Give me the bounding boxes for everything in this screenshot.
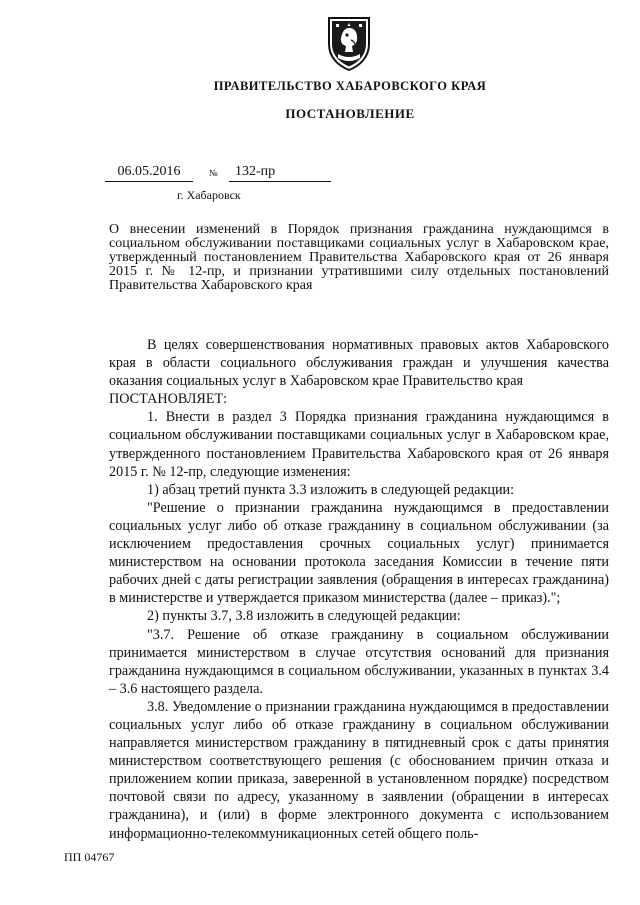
paragraph-quote-3-8: 3.8. Уведомление о признании гражданина нуждающимся в предоставлении социальных услуг либо об отказе гражданину в социальном обслуживании направляется министерством гражданину в пятидневный срок с даты принятия министерством соответствующего решения (с обоснованием причин отказа и приложением копии приказа, заверенной в установленном порядке) посредством почтовой связи по адресу, указанному в заявлении (обращении в интересах гражданина), и (или) в форме электронного документа с использованием информационно-телекоммуникационных сетей общего поль- xyxy=(109,698,609,842)
paragraph-quote-3-7: "3.7. Решение об отказе гражданину в социальном обслуживании принимается министерством в случае отсутствия оснований для признания гражданина нуждающимся в социальном обслуживании, указанных в пунктах 3.4 – 3.6 настоящего раздела. xyxy=(109,626,609,697)
footer-document-code: ПП 04767 xyxy=(64,850,115,864)
document-kind: ПОСТАНОВЛЕНИЕ xyxy=(285,106,415,121)
paragraph-resolves: ПОСТАНОВЛЯЕТ: xyxy=(109,391,228,408)
paragraph-item-1-2: 2) пункты 3.7, 3.8 изложить в следующей редакции: xyxy=(147,608,461,625)
document-subject: О внесении изменений в Порядок признания гражданина нуждающимся в социальном обслуживании поставщиками социальных услуг в Хабаровском крае, утвержденный постановлением Правительства Хабаровского края от 26 января 2015 г. № 12-пр, и признании утратившими силу отдельных постановлений Правительства Хабаровского края xyxy=(109,222,609,293)
paragraph-intro: В целях совершенствования нормативных правовых актов Хабаровского края в области социального обслуживания граждан и улучшения качества оказания социальных услуг в Хабаровском крае Правительство края xyxy=(109,337,609,390)
document-number: 132-пр xyxy=(229,164,331,182)
coat-of-arms-icon xyxy=(325,14,373,72)
paragraph-item-1: 1. Внести в раздел 3 Порядка признания гражданина нуждающимся в социальном обслуживании поставщиками социальных услуг в Хабаровском крае, утвержденного постановлением Правительства Хабаровского края от 26 января 2015 г. № 12-пр, следующие изменения: xyxy=(109,409,609,480)
document-city: г. Хабаровск xyxy=(177,188,241,202)
document-body xyxy=(109,336,609,843)
paragraph-item-1-1: 1) абзац третий пункта 3.3 изложить в следующей редакции: xyxy=(147,481,515,498)
government-title: ПРАВИТЕЛЬСТВО ХАБАРОВСКОГО КРАЯ xyxy=(213,79,487,93)
number-sign: № xyxy=(209,168,218,178)
paragraph-quote-3-3: "Решение о признании гражданина нуждающимся в предоставлении социальных услуг либо об отказе гражданину в социальном обслуживании (за исключением предоставления срочных социальных услуг) принимается министерством на основании протокола заседания Комиссии в течение пяти рабочих дней с даты регистрации заявления (обращения в интересах гражданина) в министерстве и утверждается приказом министерства (далее – приказ)."; xyxy=(109,499,609,607)
document-date: 06.05.2016 xyxy=(105,164,193,182)
